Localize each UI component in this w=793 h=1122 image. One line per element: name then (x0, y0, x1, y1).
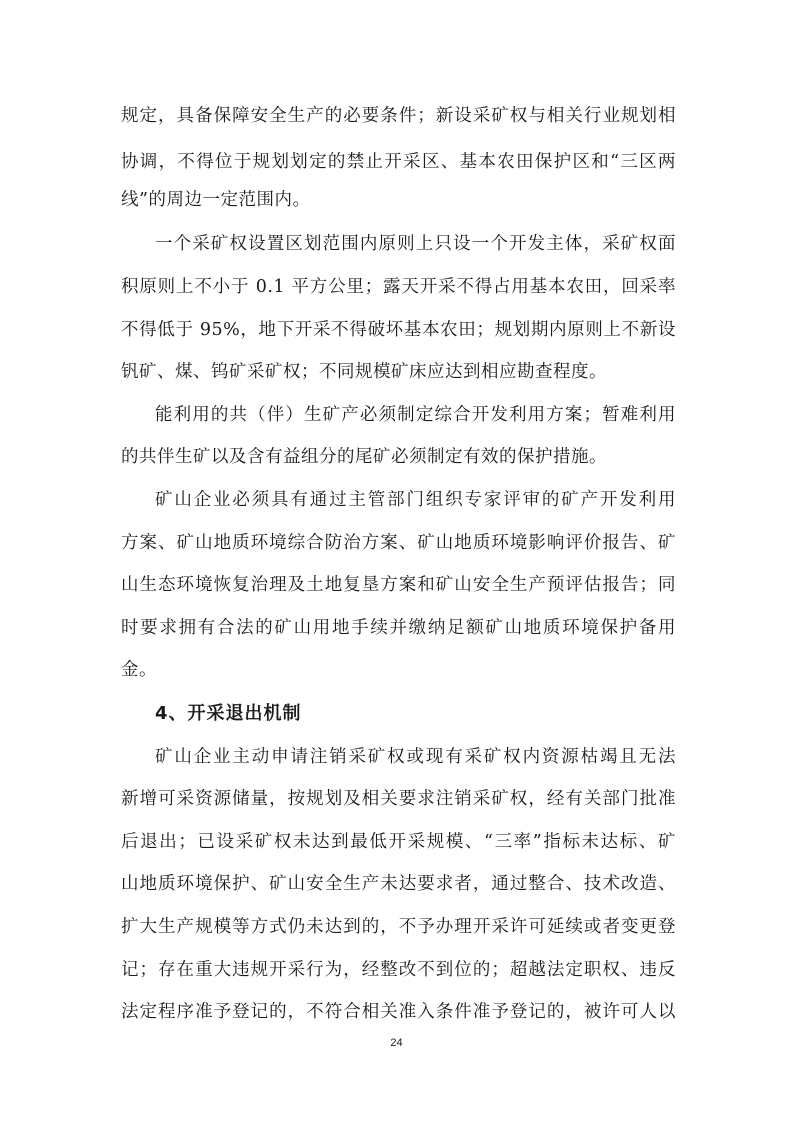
text-line: 钒矿、煤、钨矿采矿权；不同规模矿床应达到相应勘查程度。 (121, 362, 607, 382)
text-line: 的共伴生矿以及含有益组分的尾矿必须制定有效的保护措施。 (121, 447, 607, 467)
text-line: 协调，不得位于规划划定的禁止开采区、基本农田保护区和“三区两 (121, 152, 676, 172)
text-line: 线”的周边一定范围内。 (121, 190, 311, 210)
section-heading: 4、开采退出机制 (155, 703, 302, 724)
text-line: 山地质环境保护、矿山安全生产未达要求者，通过整合、技术改造、 (121, 874, 676, 894)
text-line: 新增可采资源储量，按规划及相关要求注销采矿权，经有关部门批准 (121, 789, 676, 809)
text-line: 不得低于 95%，地下开采不得破坏基本农田；规划期内原则上不新设 (121, 320, 676, 340)
text-line: 金。 (121, 660, 157, 680)
text-line: 时要求拥有合法的矿山用地手续并缴纳足额矿山地质环境保护备用 (121, 618, 676, 638)
text-line: 后退出；已设采矿权未达到最低开采规模、“三率”指标未达标、矿 (121, 832, 676, 852)
text-line: 矿山企业主动申请注销采矿权或现有采矿权内资源枯竭且无法 (155, 747, 676, 767)
text-line: 矿山企业必须具有通过主管部门组织专家评审的矿产开发利用 (155, 490, 676, 510)
text-line: 积原则上不小于 0.1 平方公里；露天开采不得占用基本农田，回采率 (121, 277, 676, 297)
text-line: 规定，具备保障安全生产的必要条件；新设采矿权与相关行业规划相 (121, 106, 676, 126)
text-line: 扩大生产规模等方式仍未达到的，不予办理开采许可延续或者变更登 (121, 917, 676, 937)
text-line: 山生态环境恢复治理及土地复垦方案和矿山安全生产预评估报告；同 (121, 575, 676, 595)
text-line: 能利用的共（伴）生矿产必须制定综合开发利用方案；暂难利用 (155, 405, 676, 425)
text-line: 一个采矿权设置区划范围内原则上只设一个开发主体，采矿权面 (155, 234, 676, 254)
page-number: 24 (390, 1037, 403, 1049)
text-line: 记；存在重大违规开采行为，经整改不到位的；超越法定职权、违反 (121, 960, 676, 980)
text-line: 方案、矿山地质环境综合防治方案、矿山地质环境影响评价报告、矿 (121, 533, 676, 553)
text-line: 法定程序准予登记的，不符合相关准入条件准予登记的，被许可人以 (121, 1002, 676, 1022)
